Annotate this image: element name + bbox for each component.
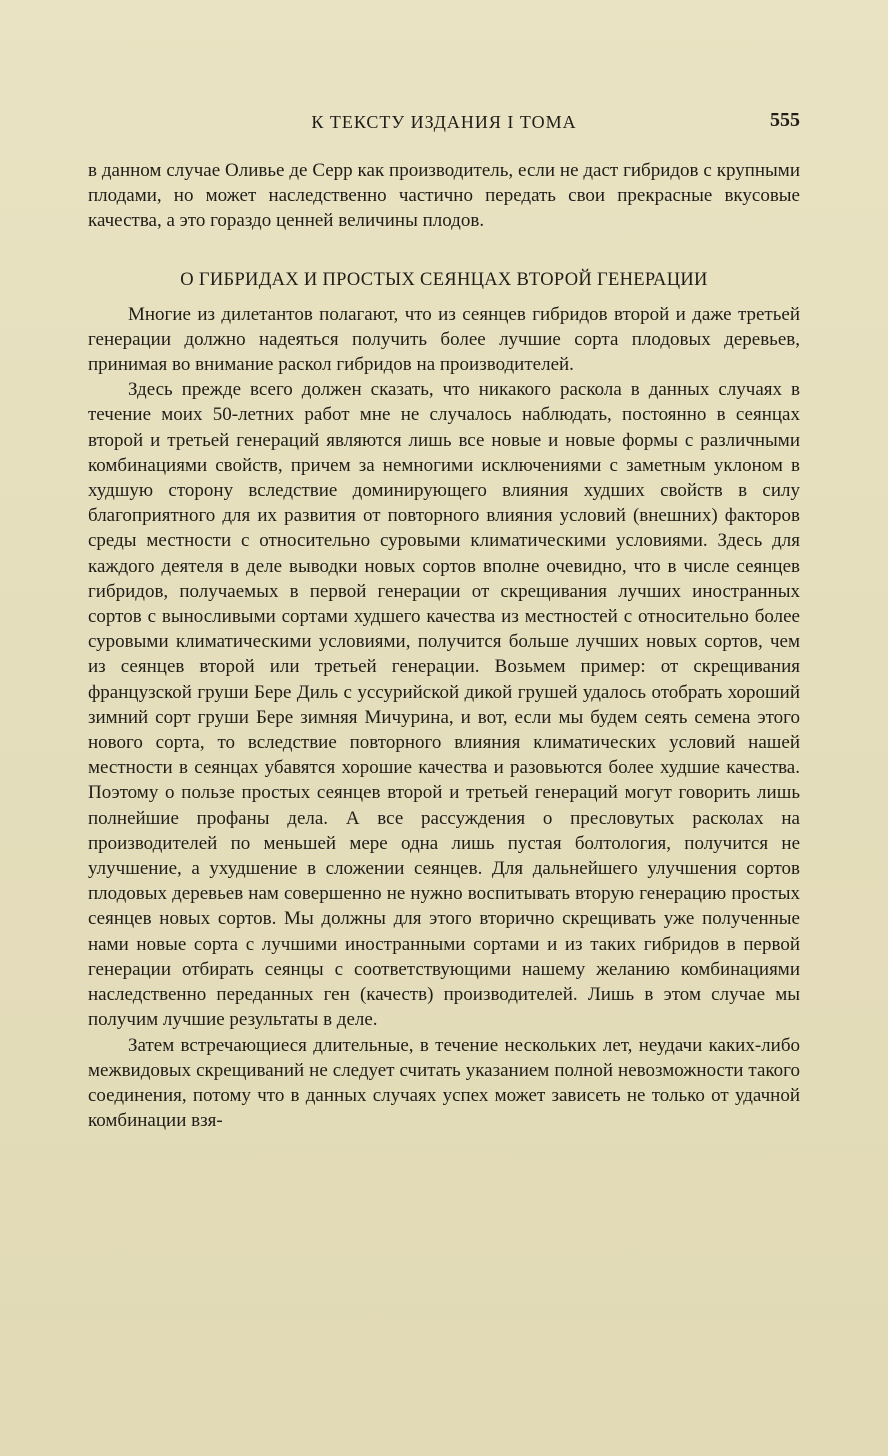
- paragraph-2: Здесь прежде всего должен сказать, что никакого раскола в данных случаях в течение моих 50-летних работ мне не случалось наблюдать, постоянно в сеянцах второй и третьей генераций являются лишь все новые и новые формы с различными комбинациями свойств, причем за немногими исключениями с заметным уклоном в худшую сторону вследствие доминирующего влияния худших свойств в силу благоприятного для их развития от повторного влияния условий (внешних) факторов среды местности с относительно суровыми климатическими условиями. Здесь для каждого деятеля в деле выводки новых сортов вполне очевидно, что в числе сеянцев гибридов, получаемых в первой генерации от скрещивания лучших иностранных сортов с выносливыми сортами худшего качества из местностей с относительно более суровыми климатическими условиями, получится больше лучших новых сортов, чем из сеянцев второй или третьей генерации. Возьмем пример: от скрещивания французской груши Бере Диль с уссурийской дикой грушей удалось отобрать хороший зимний сорт груши Бере зимняя Мичурина, и вот, если мы будем сеять семена этого нового сорта, то вследствие повторного влияния климатических условий нашей местности в сеянцах убавятся хорошие качества и разовьются более худшие качества. Поэтому о пользе простых сеянцев второй и третьей генераций могут говорить лишь полнейшие профаны дела. А все рассуждения о пресловутых расколах на производителей по меньшей мере одна лишь пустая болтология, получится не улучшение, а ухудшение в сложении сеянцев. Для дальнейшего улучшения сортов плодовых деревьев нам совершенно не нужно воспитывать вторую генерацию простых сеянцев новых сортов. Мы должны для этого вторично скрещивать уже полученные нами новые сорта с лучшими иностранными сортами и из таких гибридов в первой генерации отбирать сеянцы с соответствующими нашему желанию комбинациями наследственно переданных ген (качеств) производителей. Лишь в этом случае мы получим лучшие результаты в деле.: [88, 379, 800, 1031]
- paragraph-3: Затем встречающиеся длительные, в течение нескольких лет, неудачи каких-либо межвидовых скрещиваний не следует считать указанием полной невозможности такого соединения, потому что в данных случаях успех может зависеть не только от удачной комбинации взя-: [88, 1034, 800, 1132]
- intro-paragraph: в данном случае Оливье де Серр как производитель, если не даст гибридов с крупными плодами, но может наследственно частично передать свои прекрасные вкусовые качества, а это гораздо ценней величины плодов.: [88, 160, 800, 232]
- body-text: [88, 158, 800, 1133]
- page-number: 555: [770, 109, 800, 131]
- section-title: О ГИБРИДАХ И ПРОСТЫХ СЕЯНЦАХ ВТОРОЙ ГЕНЕРАЦИИ: [180, 269, 708, 290]
- page-header: [88, 109, 800, 138]
- running-head: К ТЕКСТУ ИЗДАНИЯ I ТОМА: [311, 112, 577, 132]
- paragraph-1: Многие из дилетантов полагают, что из сеянцев гибридов второй и даже третьей генерации должно надеяться получить более лучшие сорта плодовых деревьев, принимая во внимание раскол гибридов на производителей.: [88, 303, 800, 376]
